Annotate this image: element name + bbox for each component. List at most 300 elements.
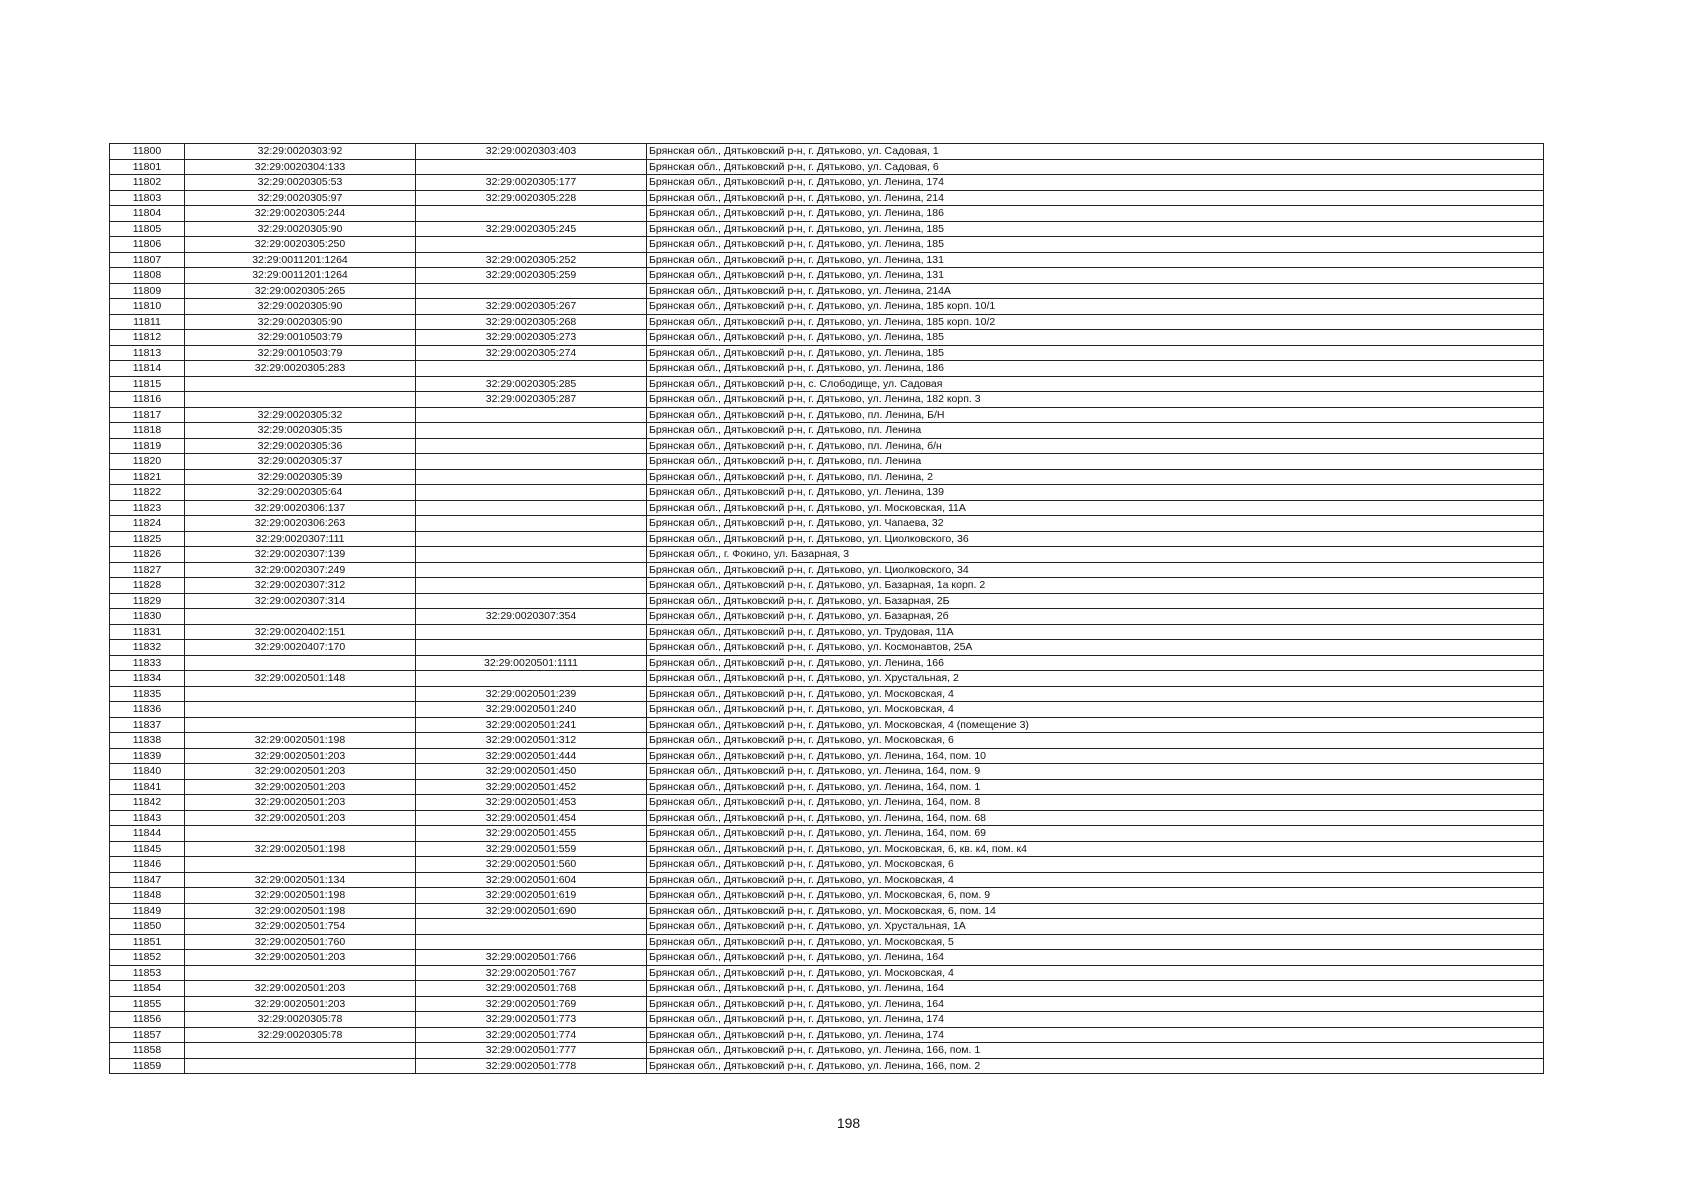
row-number-cell: 11800 xyxy=(110,144,185,160)
table-row xyxy=(110,903,1544,919)
table-row xyxy=(110,469,1544,485)
row-number-cell: 11827 xyxy=(110,562,185,578)
land-cadastral-number-cell xyxy=(185,655,416,671)
land-cadastral-number-cell: 32:29:0020407:170 xyxy=(185,640,416,656)
table-row xyxy=(110,438,1544,454)
table-row xyxy=(110,919,1544,935)
object-cadastral-number-cell xyxy=(416,423,647,439)
address-cell: Брянская обл., Дятьковский р-н, г. Дятьково, ул. Ленина, 164 xyxy=(647,996,1544,1012)
address-cell: Брянская обл., Дятьковский р-н, г. Дятьково, ул. Московская, 6, пом. 9 xyxy=(647,888,1544,904)
table-row xyxy=(110,671,1544,687)
address-cell: Брянская обл., Дятьковский р-н, г. Дятьково, ул. Чапаева, 32 xyxy=(647,516,1544,532)
table-row xyxy=(110,764,1544,780)
row-number-cell: 11841 xyxy=(110,779,185,795)
land-cadastral-number-cell: 32:29:0020501:203 xyxy=(185,795,416,811)
land-cadastral-number-cell xyxy=(185,857,416,873)
object-cadastral-number-cell xyxy=(416,578,647,594)
land-cadastral-number-cell: 32:29:0020307:312 xyxy=(185,578,416,594)
object-cadastral-number-cell: 32:29:0020501:768 xyxy=(416,981,647,997)
row-number-cell: 11845 xyxy=(110,841,185,857)
row-number-cell: 11837 xyxy=(110,717,185,733)
address-cell: Брянская обл., Дятьковский р-н, г. Дятьково, ул. Ленина, 182 корп. 3 xyxy=(647,392,1544,408)
object-cadastral-number-cell xyxy=(416,593,647,609)
table-row xyxy=(110,1043,1544,1059)
land-cadastral-number-cell: 32:29:0020305:32 xyxy=(185,407,416,423)
object-cadastral-number-cell: 32:29:0020501:604 xyxy=(416,872,647,888)
object-cadastral-number-cell xyxy=(416,469,647,485)
object-cadastral-number-cell: 32:29:0020501:452 xyxy=(416,779,647,795)
table-row xyxy=(110,810,1544,826)
row-number-cell: 11838 xyxy=(110,733,185,749)
row-number-cell: 11833 xyxy=(110,655,185,671)
table-row xyxy=(110,624,1544,640)
address-cell: Брянская обл., Дятьковский р-н, г. Дятьково, ул. Московская, 6 xyxy=(647,733,1544,749)
object-cadastral-number-cell: 32:29:0020501:560 xyxy=(416,857,647,873)
land-cadastral-number-cell: 32:29:0020501:198 xyxy=(185,903,416,919)
address-cell: Брянская обл., Дятьковский р-н, г. Дятьково, ул. Московская, 11А xyxy=(647,500,1544,516)
land-cadastral-number-cell: 32:29:0020305:265 xyxy=(185,283,416,299)
object-cadastral-number-cell: 32:29:0020501:241 xyxy=(416,717,647,733)
land-cadastral-number-cell: 32:29:0020501:203 xyxy=(185,981,416,997)
land-cadastral-number-cell: 32:29:0020501:148 xyxy=(185,671,416,687)
table-row xyxy=(110,314,1544,330)
table-row xyxy=(110,965,1544,981)
object-cadastral-number-cell: 32:29:0020305:273 xyxy=(416,330,647,346)
land-cadastral-number-cell xyxy=(185,826,416,842)
row-number-cell: 11857 xyxy=(110,1027,185,1043)
row-number-cell: 11815 xyxy=(110,376,185,392)
table-row xyxy=(110,640,1544,656)
object-cadastral-number-cell: 32:29:0020501:778 xyxy=(416,1058,647,1074)
table-row xyxy=(110,500,1544,516)
address-cell: Брянская обл., Дятьковский р-н, г. Дятьково, ул. Московская, 5 xyxy=(647,934,1544,950)
row-number-cell: 11830 xyxy=(110,609,185,625)
address-cell: Брянская обл., Дятьковский р-н, г. Дятьково, ул. Циолковского, 34 xyxy=(647,562,1544,578)
row-number-cell: 11843 xyxy=(110,810,185,826)
object-cadastral-number-cell: 32:29:0020501:240 xyxy=(416,702,647,718)
table-row xyxy=(110,423,1544,439)
object-cadastral-number-cell: 32:29:0020501:1111 xyxy=(416,655,647,671)
table-row xyxy=(110,407,1544,423)
object-cadastral-number-cell: 32:29:0020305:259 xyxy=(416,268,647,284)
object-cadastral-number-cell xyxy=(416,485,647,501)
land-cadastral-number-cell: 32:29:0020501:754 xyxy=(185,919,416,935)
row-number-cell: 11850 xyxy=(110,919,185,935)
address-cell: Брянская обл., Дятьковский р-н, г. Дятьково, ул. Московская, 4 xyxy=(647,686,1544,702)
land-cadastral-number-cell: 32:29:0020306:137 xyxy=(185,500,416,516)
object-cadastral-number-cell: 32:29:0020305:177 xyxy=(416,175,647,191)
table-row xyxy=(110,361,1544,377)
address-cell: Брянская обл., Дятьковский р-н, г. Дятьково, ул. Московская, 6, кв. к4, пом. к4 xyxy=(647,841,1544,857)
address-cell: Брянская обл., Дятьковский р-н, г. Дятьково, ул. Московская, 4 xyxy=(647,702,1544,718)
object-cadastral-number-cell: 32:29:0020501:453 xyxy=(416,795,647,811)
land-cadastral-number-cell: 32:29:0020305:78 xyxy=(185,1012,416,1028)
address-cell: Брянская обл., Дятьковский р-н, г. Дятьково, ул. Ленина, 185 xyxy=(647,345,1544,361)
table-row xyxy=(110,175,1544,191)
row-number-cell: 11854 xyxy=(110,981,185,997)
land-cadastral-number-cell: 32:29:0011201:1264 xyxy=(185,268,416,284)
row-number-cell: 11820 xyxy=(110,454,185,470)
land-cadastral-number-cell: 32:29:0011201:1264 xyxy=(185,252,416,268)
land-cadastral-number-cell: 32:29:0020303:92 xyxy=(185,144,416,160)
object-cadastral-number-cell: 32:29:0020501:777 xyxy=(416,1043,647,1059)
table-row xyxy=(110,485,1544,501)
land-cadastral-number-cell: 32:29:0020305:37 xyxy=(185,454,416,470)
row-number-cell: 11840 xyxy=(110,764,185,780)
object-cadastral-number-cell xyxy=(416,516,647,532)
address-cell: Брянская обл., Дятьковский р-н, г. Дятьково, ул. Космонавтов, 25А xyxy=(647,640,1544,656)
object-cadastral-number-cell xyxy=(416,438,647,454)
land-cadastral-number-cell: 32:29:0020501:203 xyxy=(185,748,416,764)
address-cell: Брянская обл., Дятьковский р-н, г. Дятьково, ул. Ленина, 185 xyxy=(647,330,1544,346)
address-cell: Брянская обл., Дятьковский р-н, г. Дятьково, пл. Ленина, 2 xyxy=(647,469,1544,485)
row-number-cell: 11852 xyxy=(110,950,185,966)
row-number-cell: 11842 xyxy=(110,795,185,811)
table-row xyxy=(110,299,1544,315)
object-cadastral-number-cell: 32:29:0020501:444 xyxy=(416,748,647,764)
table-row xyxy=(110,996,1544,1012)
row-number-cell: 11812 xyxy=(110,330,185,346)
table-row xyxy=(110,686,1544,702)
object-cadastral-number-cell: 32:29:0020305:268 xyxy=(416,314,647,330)
land-cadastral-number-cell: 32:29:0020307:314 xyxy=(185,593,416,609)
table-row xyxy=(110,252,1544,268)
row-number-cell: 11825 xyxy=(110,531,185,547)
land-cadastral-number-cell: 32:29:0020305:39 xyxy=(185,469,416,485)
address-cell: Брянская обл., Дятьковский р-н, г. Дятьково, ул. Циолковского, 36 xyxy=(647,531,1544,547)
land-cadastral-number-cell: 32:29:0020305:78 xyxy=(185,1027,416,1043)
row-number-cell: 11824 xyxy=(110,516,185,532)
row-number-cell: 11817 xyxy=(110,407,185,423)
table-row xyxy=(110,779,1544,795)
address-cell: Брянская обл., Дятьковский р-н, г. Дятьково, ул. Московская, 4 xyxy=(647,965,1544,981)
table-row xyxy=(110,702,1544,718)
row-number-cell: 11831 xyxy=(110,624,185,640)
row-number-cell: 11844 xyxy=(110,826,185,842)
address-cell: Брянская обл., Дятьковский р-н, г. Дятьково, ул. Московская, 6 xyxy=(647,857,1544,873)
object-cadastral-number-cell xyxy=(416,919,647,935)
address-cell: Брянская обл., Дятьковский р-н, г. Дятьково, пл. Ленина xyxy=(647,454,1544,470)
table-row xyxy=(110,392,1544,408)
table-row xyxy=(110,516,1544,532)
address-cell: Брянская обл., Дятьковский р-н, г. Дятьково, ул. Ленина, 131 xyxy=(647,252,1544,268)
land-cadastral-number-cell: 32:29:0020501:203 xyxy=(185,950,416,966)
table-row xyxy=(110,345,1544,361)
land-cadastral-number-cell: 32:29:0020305:90 xyxy=(185,299,416,315)
row-number-cell: 11813 xyxy=(110,345,185,361)
table-row xyxy=(110,826,1544,842)
land-cadastral-number-cell: 32:29:0020501:198 xyxy=(185,888,416,904)
row-number-cell: 11814 xyxy=(110,361,185,377)
object-cadastral-number-cell: 32:29:0020501:312 xyxy=(416,733,647,749)
object-cadastral-number-cell xyxy=(416,454,647,470)
object-cadastral-number-cell: 32:29:0020305:228 xyxy=(416,190,647,206)
object-cadastral-number-cell: 32:29:0020501:239 xyxy=(416,686,647,702)
land-cadastral-number-cell: 32:29:0010503:79 xyxy=(185,330,416,346)
address-cell: Брянская обл., Дятьковский р-н, г. Дятьково, пл. Ленина xyxy=(647,423,1544,439)
row-number-cell: 11856 xyxy=(110,1012,185,1028)
address-cell: Брянская обл., Дятьковский р-н, г. Дятьково, ул. Ленина, 185 корп. 10/1 xyxy=(647,299,1544,315)
row-number-cell: 11853 xyxy=(110,965,185,981)
object-cadastral-number-cell xyxy=(416,624,647,640)
table-row xyxy=(110,562,1544,578)
address-cell: Брянская обл., Дятьковский р-н, г. Дятьково, ул. Московская, 4 xyxy=(647,872,1544,888)
land-cadastral-number-cell xyxy=(185,609,416,625)
land-cadastral-number-cell: 32:29:0020305:97 xyxy=(185,190,416,206)
row-number-cell: 11846 xyxy=(110,857,185,873)
row-number-cell: 11829 xyxy=(110,593,185,609)
address-cell: Брянская обл., Дятьковский р-н, г. Дятьково, ул. Ленина, 164, пом. 69 xyxy=(647,826,1544,842)
row-number-cell: 11832 xyxy=(110,640,185,656)
land-cadastral-number-cell: 32:29:0020306:263 xyxy=(185,516,416,532)
object-cadastral-number-cell: 32:29:0020305:285 xyxy=(416,376,647,392)
object-cadastral-number-cell xyxy=(416,283,647,299)
registry-table xyxy=(109,143,1544,1074)
row-number-cell: 11819 xyxy=(110,438,185,454)
address-cell: Брянская обл., Дятьковский р-н, г. Дятьково, ул. Ленина, 174 xyxy=(647,175,1544,191)
object-cadastral-number-cell: 32:29:0020501:454 xyxy=(416,810,647,826)
row-number-cell: 11826 xyxy=(110,547,185,563)
table-row xyxy=(110,748,1544,764)
object-cadastral-number-cell xyxy=(416,640,647,656)
row-number-cell: 11808 xyxy=(110,268,185,284)
table-row xyxy=(110,888,1544,904)
object-cadastral-number-cell: 32:29:0020305:245 xyxy=(416,221,647,237)
object-cadastral-number-cell xyxy=(416,407,647,423)
row-number-cell: 11805 xyxy=(110,221,185,237)
row-number-cell: 11803 xyxy=(110,190,185,206)
table-row xyxy=(110,237,1544,253)
address-cell: Брянская обл., Дятьковский р-н, г. Дятьково, ул. Трудовая, 11А xyxy=(647,624,1544,640)
table-row xyxy=(110,841,1544,857)
object-cadastral-number-cell: 32:29:0020501:767 xyxy=(416,965,647,981)
table-row xyxy=(110,609,1544,625)
land-cadastral-number-cell xyxy=(185,1043,416,1059)
land-cadastral-number-cell: 32:29:0010503:79 xyxy=(185,345,416,361)
address-cell: Брянская обл., Дятьковский р-н, г. Дятьково, пл. Ленина, Б/Н xyxy=(647,407,1544,423)
land-cadastral-number-cell: 32:29:0020402:151 xyxy=(185,624,416,640)
table-row xyxy=(110,330,1544,346)
table-row xyxy=(110,934,1544,950)
address-cell: Брянская обл., Дятьковский р-н, г. Дятьково, ул. Ленина, 166 xyxy=(647,655,1544,671)
object-cadastral-number-cell: 32:29:0020501:455 xyxy=(416,826,647,842)
land-cadastral-number-cell: 32:29:0020305:53 xyxy=(185,175,416,191)
table-row xyxy=(110,206,1544,222)
row-number-cell: 11835 xyxy=(110,686,185,702)
object-cadastral-number-cell: 32:29:0020501:619 xyxy=(416,888,647,904)
table-row xyxy=(110,733,1544,749)
row-number-cell: 11804 xyxy=(110,206,185,222)
row-number-cell: 11834 xyxy=(110,671,185,687)
address-cell: Брянская обл., Дятьковский р-н, с. Слободище, ул. Садовая xyxy=(647,376,1544,392)
land-cadastral-number-cell: 32:29:0020307:249 xyxy=(185,562,416,578)
land-cadastral-number-cell: 32:29:0020501:203 xyxy=(185,779,416,795)
table-row xyxy=(110,857,1544,873)
row-number-cell: 11828 xyxy=(110,578,185,594)
land-cadastral-number-cell: 32:29:0020305:36 xyxy=(185,438,416,454)
land-cadastral-number-cell xyxy=(185,1058,416,1074)
object-cadastral-number-cell: 32:29:0020501:690 xyxy=(416,903,647,919)
address-cell: Брянская обл., Дятьковский р-н, г. Дятьково, ул. Ленина, 131 xyxy=(647,268,1544,284)
land-cadastral-number-cell: 32:29:0020307:111 xyxy=(185,531,416,547)
address-cell: Брянская обл., Дятьковский р-н, г. Дятьково, ул. Ленина, 164, пом. 9 xyxy=(647,764,1544,780)
address-cell: Брянская обл., Дятьковский р-н, г. Дятьково, ул. Ленина, 166, пом. 1 xyxy=(647,1043,1544,1059)
land-cadastral-number-cell xyxy=(185,702,416,718)
address-cell: Брянская обл., Дятьковский р-н, г. Дятьково, ул. Ленина, 164, пом. 10 xyxy=(647,748,1544,764)
object-cadastral-number-cell xyxy=(416,159,647,175)
land-cadastral-number-cell: 32:29:0020501:203 xyxy=(185,996,416,1012)
object-cadastral-number-cell: 32:29:0020501:774 xyxy=(416,1027,647,1043)
row-number-cell: 11802 xyxy=(110,175,185,191)
land-cadastral-number-cell: 32:29:0020501:198 xyxy=(185,841,416,857)
address-cell: Брянская обл., Дятьковский р-н, г. Дятьково, ул. Хрустальная, 2 xyxy=(647,671,1544,687)
land-cadastral-number-cell: 32:29:0020501:203 xyxy=(185,764,416,780)
land-cadastral-number-cell xyxy=(185,686,416,702)
land-cadastral-number-cell xyxy=(185,392,416,408)
table-row xyxy=(110,593,1544,609)
object-cadastral-number-cell: 32:29:0020501:766 xyxy=(416,950,647,966)
row-number-cell: 11849 xyxy=(110,903,185,919)
object-cadastral-number-cell: 32:29:0020305:267 xyxy=(416,299,647,315)
address-cell: Брянская обл., Дятьковский р-н, г. Дятьково, ул. Ленина, 164, пом. 1 xyxy=(647,779,1544,795)
table-row xyxy=(110,950,1544,966)
address-cell: Брянская обл., Дятьковский р-н, г. Дятьково, ул. Ленина, 164 xyxy=(647,981,1544,997)
address-cell: Брянская обл., Дятьковский р-н, г. Дятьково, пл. Ленина, б/н xyxy=(647,438,1544,454)
object-cadastral-number-cell: 32:29:0020305:274 xyxy=(416,345,647,361)
object-cadastral-number-cell: 32:29:0020501:450 xyxy=(416,764,647,780)
table-row xyxy=(110,1012,1544,1028)
page-number: 198 xyxy=(836,1115,861,1131)
address-cell: Брянская обл., Дятьковский р-н, г. Дятьково, ул. Садовая, 1 xyxy=(647,144,1544,160)
table-row xyxy=(110,376,1544,392)
address-cell: Брянская обл., Дятьковский р-н, г. Дятьково, ул. Ленина, 174 xyxy=(647,1027,1544,1043)
address-cell: Брянская обл., Дятьковский р-н, г. Дятьково, ул. Ленина, 174 xyxy=(647,1012,1544,1028)
table-row xyxy=(110,221,1544,237)
row-number-cell: 11836 xyxy=(110,702,185,718)
table-row xyxy=(110,1027,1544,1043)
object-cadastral-number-cell: 32:29:0020305:252 xyxy=(416,252,647,268)
land-cadastral-number-cell: 32:29:0020305:64 xyxy=(185,485,416,501)
land-cadastral-number-cell: 32:29:0020305:250 xyxy=(185,237,416,253)
land-cadastral-number-cell xyxy=(185,965,416,981)
object-cadastral-number-cell xyxy=(416,934,647,950)
address-cell: Брянская обл., Дятьковский р-н, г. Дятьково, ул. Ленина, 186 xyxy=(647,206,1544,222)
table-row xyxy=(110,531,1544,547)
address-cell: Брянская обл., г. Фокино, ул. Базарная, 3 xyxy=(647,547,1544,563)
address-cell: Брянская обл., Дятьковский р-н, г. Дятьково, ул. Ленина, 185 xyxy=(647,221,1544,237)
land-cadastral-number-cell: 32:29:0020305:283 xyxy=(185,361,416,377)
table-row xyxy=(110,547,1544,563)
table-row xyxy=(110,1058,1544,1074)
land-cadastral-number-cell: 32:29:0020305:90 xyxy=(185,221,416,237)
row-number-cell: 11823 xyxy=(110,500,185,516)
land-cadastral-number-cell: 32:29:0020501:760 xyxy=(185,934,416,950)
address-cell: Брянская обл., Дятьковский р-н, г. Дятьково, ул. Ленина, 186 xyxy=(647,361,1544,377)
land-cadastral-number-cell xyxy=(185,717,416,733)
address-cell: Брянская обл., Дятьковский р-н, г. Дятьково, ул. Ленина, 164, пом. 8 xyxy=(647,795,1544,811)
row-number-cell: 11810 xyxy=(110,299,185,315)
address-cell: Брянская обл., Дятьковский р-н, г. Дятьково, ул. Московская, 6, пом. 14 xyxy=(647,903,1544,919)
row-number-cell: 11855 xyxy=(110,996,185,1012)
object-cadastral-number-cell xyxy=(416,206,647,222)
table-row xyxy=(110,655,1544,671)
object-cadastral-number-cell: 32:29:0020307:354 xyxy=(416,609,647,625)
row-number-cell: 11839 xyxy=(110,748,185,764)
object-cadastral-number-cell: 32:29:0020501:559 xyxy=(416,841,647,857)
address-cell: Брянская обл., Дятьковский р-н, г. Дятьково, ул. Ленина, 214 xyxy=(647,190,1544,206)
row-number-cell: 11848 xyxy=(110,888,185,904)
table-row xyxy=(110,717,1544,733)
address-cell: Брянская обл., Дятьковский р-н, г. Дятьково, ул. Садовая, 6 xyxy=(647,159,1544,175)
table-row xyxy=(110,981,1544,997)
object-cadastral-number-cell xyxy=(416,500,647,516)
land-cadastral-number-cell: 32:29:0020304:133 xyxy=(185,159,416,175)
land-cadastral-number-cell: 32:29:0020305:90 xyxy=(185,314,416,330)
row-number-cell: 11811 xyxy=(110,314,185,330)
address-cell: Брянская обл., Дятьковский р-н, г. Дятьково, ул. Хрустальная, 1А xyxy=(647,919,1544,935)
table-row xyxy=(110,268,1544,284)
table-row xyxy=(110,872,1544,888)
land-cadastral-number-cell: 32:29:0020307:139 xyxy=(185,547,416,563)
row-number-cell: 11806 xyxy=(110,237,185,253)
registry-table-body xyxy=(110,144,1544,1074)
land-cadastral-number-cell xyxy=(185,376,416,392)
address-cell: Брянская обл., Дятьковский р-н, г. Дятьково, ул. Ленина, 185 корп. 10/2 xyxy=(647,314,1544,330)
row-number-cell: 11816 xyxy=(110,392,185,408)
object-cadastral-number-cell: 32:29:0020305:287 xyxy=(416,392,647,408)
address-cell: Брянская обл., Дятьковский р-н, г. Дятьково, ул. Ленина, 166, пом. 2 xyxy=(647,1058,1544,1074)
land-cadastral-number-cell: 32:29:0020501:134 xyxy=(185,872,416,888)
land-cadastral-number-cell: 32:29:0020305:35 xyxy=(185,423,416,439)
row-number-cell: 11801 xyxy=(110,159,185,175)
row-number-cell: 11847 xyxy=(110,872,185,888)
land-cadastral-number-cell: 32:29:0020501:203 xyxy=(185,810,416,826)
table-row xyxy=(110,190,1544,206)
table-row xyxy=(110,283,1544,299)
table-row xyxy=(110,795,1544,811)
object-cadastral-number-cell: 32:29:0020501:769 xyxy=(416,996,647,1012)
table-row xyxy=(110,144,1544,160)
table-row xyxy=(110,159,1544,175)
address-cell: Брянская обл., Дятьковский р-н, г. Дятьково, ул. Базарная, 2Б xyxy=(647,593,1544,609)
table-row xyxy=(110,454,1544,470)
row-number-cell: 11818 xyxy=(110,423,185,439)
row-number-cell: 11807 xyxy=(110,252,185,268)
table-row xyxy=(110,578,1544,594)
address-cell: Брянская обл., Дятьковский р-н, г. Дятьково, ул. Московская, 4 (помещение 3) xyxy=(647,717,1544,733)
address-cell: Брянская обл., Дятьковский р-н, г. Дятьково, ул. Базарная, 2б xyxy=(647,609,1544,625)
object-cadastral-number-cell xyxy=(416,361,647,377)
object-cadastral-number-cell xyxy=(416,531,647,547)
row-number-cell: 11822 xyxy=(110,485,185,501)
row-number-cell: 11821 xyxy=(110,469,185,485)
address-cell: Брянская обл., Дятьковский р-н, г. Дятьково, ул. Ленина, 139 xyxy=(647,485,1544,501)
address-cell: Брянская обл., Дятьковский р-н, г. Дятьково, ул. Ленина, 185 xyxy=(647,237,1544,253)
row-number-cell: 11851 xyxy=(110,934,185,950)
land-cadastral-number-cell: 32:29:0020501:198 xyxy=(185,733,416,749)
object-cadastral-number-cell xyxy=(416,237,647,253)
row-number-cell: 11809 xyxy=(110,283,185,299)
address-cell: Брянская обл., Дятьковский р-н, г. Дятьково, ул. Ленина, 164 xyxy=(647,950,1544,966)
address-cell: Брянская обл., Дятьковский р-н, г. Дятьково, ул. Базарная, 1а корп. 2 xyxy=(647,578,1544,594)
land-cadastral-number-cell: 32:29:0020305:244 xyxy=(185,206,416,222)
object-cadastral-number-cell xyxy=(416,562,647,578)
row-number-cell: 11858 xyxy=(110,1043,185,1059)
object-cadastral-number-cell xyxy=(416,671,647,687)
address-cell: Брянская обл., Дятьковский р-н, г. Дятьково, ул. Ленина, 214А xyxy=(647,283,1544,299)
object-cadastral-number-cell: 32:29:0020501:773 xyxy=(416,1012,647,1028)
row-number-cell: 11859 xyxy=(110,1058,185,1074)
